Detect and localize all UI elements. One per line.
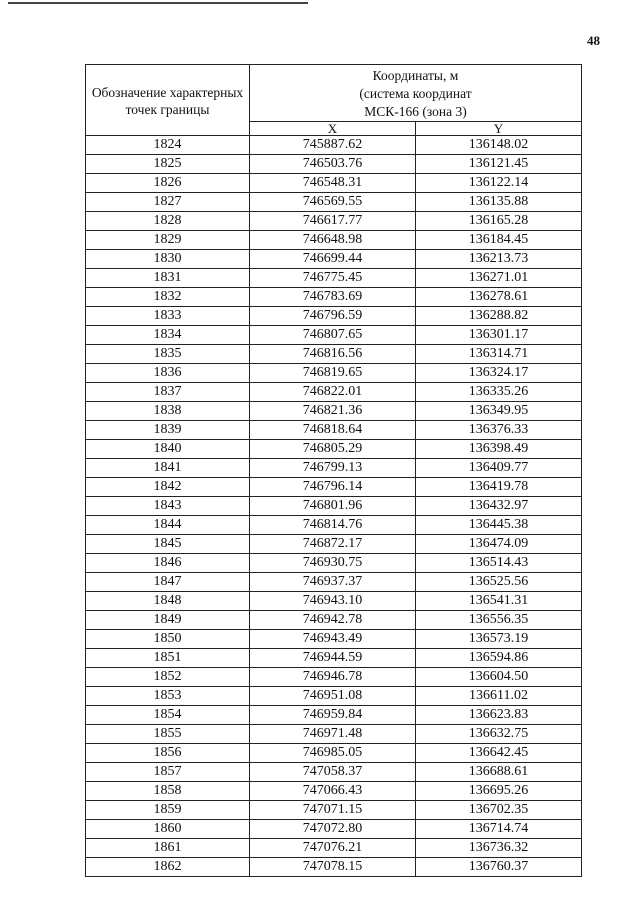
x-coordinate-cell: 746944.59 — [250, 649, 416, 668]
table-row — [86, 858, 582, 877]
point-number-cell: 1841 — [86, 459, 250, 478]
y-coordinate-cell: 136604.50 — [416, 668, 582, 687]
y-coordinate-cell: 136271.01 — [416, 269, 582, 288]
x-coordinate-cell: 746699.44 — [250, 250, 416, 269]
point-number-cell: 1828 — [86, 212, 250, 231]
x-coordinate-cell: 746930.75 — [250, 554, 416, 573]
point-number-cell: 1857 — [86, 763, 250, 782]
y-coordinate-cell: 136525.56 — [416, 573, 582, 592]
y-coordinate-cell: 136349.95 — [416, 402, 582, 421]
table-row — [86, 155, 582, 174]
coordinates-table — [85, 64, 582, 877]
table-row — [86, 782, 582, 801]
table-row — [86, 649, 582, 668]
point-number-cell: 1826 — [86, 174, 250, 193]
x-coordinate-cell: 746796.59 — [250, 307, 416, 326]
x-coordinate-cell: 746971.48 — [250, 725, 416, 744]
point-number-cell: 1847 — [86, 573, 250, 592]
y-coordinate-cell: 136695.26 — [416, 782, 582, 801]
y-coordinate-cell: 136301.17 — [416, 326, 582, 345]
table-row — [86, 573, 582, 592]
table-row — [86, 839, 582, 858]
x-coordinate-cell: 746985.05 — [250, 744, 416, 763]
point-number-cell: 1858 — [86, 782, 250, 801]
point-number-cell: 1860 — [86, 820, 250, 839]
x-coordinate-cell: 746821.36 — [250, 402, 416, 421]
top-rule — [8, 2, 308, 4]
y-coordinate-cell: 136148.02 — [416, 136, 582, 155]
point-number-cell: 1851 — [86, 649, 250, 668]
table-row — [86, 288, 582, 307]
point-number-cell: 1824 — [86, 136, 250, 155]
x-coordinate-cell: 746943.49 — [250, 630, 416, 649]
table-row — [86, 611, 582, 630]
x-coordinate-cell: 746648.98 — [250, 231, 416, 250]
table-row — [86, 497, 582, 516]
point-number-cell: 1862 — [86, 858, 250, 877]
table-row — [86, 516, 582, 535]
y-coordinate-cell: 136135.88 — [416, 193, 582, 212]
point-number-cell: 1855 — [86, 725, 250, 744]
table-row — [86, 383, 582, 402]
table-body — [86, 136, 582, 877]
y-coordinate-cell: 136398.49 — [416, 440, 582, 459]
table-row — [86, 725, 582, 744]
point-number-cell: 1844 — [86, 516, 250, 535]
y-coordinate-cell: 136122.14 — [416, 174, 582, 193]
y-coordinate-cell: 136623.83 — [416, 706, 582, 725]
table-row — [86, 345, 582, 364]
table-row — [86, 212, 582, 231]
y-coordinate-cell: 136419.78 — [416, 478, 582, 497]
table-row — [86, 174, 582, 193]
header-coordinates — [250, 65, 582, 122]
y-coordinate-cell: 136376.33 — [416, 421, 582, 440]
table-row — [86, 478, 582, 497]
point-number-cell: 1843 — [86, 497, 250, 516]
point-number-cell: 1839 — [86, 421, 250, 440]
point-number-cell: 1837 — [86, 383, 250, 402]
y-coordinate-cell: 136121.45 — [416, 155, 582, 174]
table-row — [86, 706, 582, 725]
x-coordinate-cell: 746796.14 — [250, 478, 416, 497]
x-coordinate-cell: 746548.31 — [250, 174, 416, 193]
table-row — [86, 535, 582, 554]
table-row — [86, 231, 582, 250]
y-coordinate-cell: 136702.35 — [416, 801, 582, 820]
point-number-cell: 1829 — [86, 231, 250, 250]
y-coordinate-cell: 136314.71 — [416, 345, 582, 364]
x-coordinate-cell: 746799.13 — [250, 459, 416, 478]
table-row — [86, 421, 582, 440]
x-coordinate-cell: 746807.65 — [250, 326, 416, 345]
y-coordinate-cell: 136432.97 — [416, 497, 582, 516]
point-number-cell: 1861 — [86, 839, 250, 858]
y-coordinate-cell: 136474.09 — [416, 535, 582, 554]
point-number-cell: 1859 — [86, 801, 250, 820]
y-coordinate-cell: 136573.19 — [416, 630, 582, 649]
point-number-cell: 1835 — [86, 345, 250, 364]
x-coordinate-cell: 747076.21 — [250, 839, 416, 858]
header-y: Y — [416, 122, 582, 136]
y-coordinate-cell: 136688.61 — [416, 763, 582, 782]
y-coordinate-cell: 136736.32 — [416, 839, 582, 858]
y-coordinate-cell: 136556.35 — [416, 611, 582, 630]
table-row — [86, 668, 582, 687]
table-row — [86, 307, 582, 326]
point-number-cell: 1842 — [86, 478, 250, 497]
y-coordinate-cell: 136541.31 — [416, 592, 582, 611]
table-row — [86, 193, 582, 212]
x-coordinate-cell: 746946.78 — [250, 668, 416, 687]
table-row — [86, 326, 582, 345]
point-number-cell: 1836 — [86, 364, 250, 383]
header-coordinates-line1: Координаты, м — [372, 68, 459, 83]
x-coordinate-cell: 746872.17 — [250, 535, 416, 554]
table-row — [86, 630, 582, 649]
header-x: X — [250, 122, 416, 136]
page-number: 48 — [587, 33, 600, 48]
y-coordinate-cell: 136165.28 — [416, 212, 582, 231]
point-number-cell: 1831 — [86, 269, 250, 288]
x-coordinate-cell: 746783.69 — [250, 288, 416, 307]
x-coordinate-cell: 746801.96 — [250, 497, 416, 516]
header-coordinates-line2: (система координат — [359, 86, 472, 101]
point-number-cell: 1833 — [86, 307, 250, 326]
y-coordinate-cell: 136409.77 — [416, 459, 582, 478]
point-number-cell: 1848 — [86, 592, 250, 611]
table-row — [86, 763, 582, 782]
x-coordinate-cell: 747066.43 — [250, 782, 416, 801]
y-coordinate-cell: 136445.38 — [416, 516, 582, 535]
x-coordinate-cell: 747072.80 — [250, 820, 416, 839]
table-row — [86, 136, 582, 155]
table-row — [86, 687, 582, 706]
x-coordinate-cell: 746822.01 — [250, 383, 416, 402]
x-coordinate-cell: 745887.62 — [250, 136, 416, 155]
table-row — [86, 744, 582, 763]
point-number-cell: 1838 — [86, 402, 250, 421]
point-number-cell: 1849 — [86, 611, 250, 630]
point-number-cell: 1846 — [86, 554, 250, 573]
y-coordinate-cell: 136714.74 — [416, 820, 582, 839]
y-coordinate-cell: 136278.61 — [416, 288, 582, 307]
x-coordinate-cell: 746951.08 — [250, 687, 416, 706]
point-number-cell: 1850 — [86, 630, 250, 649]
table-row — [86, 402, 582, 421]
point-number-cell: 1852 — [86, 668, 250, 687]
y-coordinate-cell: 136213.73 — [416, 250, 582, 269]
y-coordinate-cell: 136632.75 — [416, 725, 582, 744]
x-coordinate-cell: 746942.78 — [250, 611, 416, 630]
point-number-cell: 1840 — [86, 440, 250, 459]
y-coordinate-cell: 136335.26 — [416, 383, 582, 402]
x-coordinate-cell: 746569.55 — [250, 193, 416, 212]
y-coordinate-cell: 136760.37 — [416, 858, 582, 877]
table-row — [86, 364, 582, 383]
y-coordinate-cell: 136324.17 — [416, 364, 582, 383]
table-row — [86, 801, 582, 820]
x-coordinate-cell: 746503.76 — [250, 155, 416, 174]
point-number-cell: 1854 — [86, 706, 250, 725]
table-row — [86, 554, 582, 573]
point-number-cell: 1845 — [86, 535, 250, 554]
x-coordinate-cell: 746818.64 — [250, 421, 416, 440]
x-coordinate-cell: 746959.84 — [250, 706, 416, 725]
table-row — [86, 440, 582, 459]
x-coordinate-cell: 746617.77 — [250, 212, 416, 231]
y-coordinate-cell: 136184.45 — [416, 231, 582, 250]
y-coordinate-cell: 136288.82 — [416, 307, 582, 326]
table-row — [86, 269, 582, 288]
header-point-designation: Обозначение характерных точек границы — [86, 65, 250, 136]
x-coordinate-cell: 747058.37 — [250, 763, 416, 782]
y-coordinate-cell: 136594.86 — [416, 649, 582, 668]
point-number-cell: 1856 — [86, 744, 250, 763]
table-row — [86, 459, 582, 478]
table-row — [86, 820, 582, 839]
x-coordinate-cell: 747071.15 — [250, 801, 416, 820]
x-coordinate-cell: 746814.76 — [250, 516, 416, 535]
point-number-cell: 1827 — [86, 193, 250, 212]
point-number-cell: 1853 — [86, 687, 250, 706]
y-coordinate-cell: 136611.02 — [416, 687, 582, 706]
header-coordinates-line3: МСК-166 (зона 3) — [364, 104, 467, 119]
point-number-cell: 1825 — [86, 155, 250, 174]
x-coordinate-cell: 747078.15 — [250, 858, 416, 877]
table-row — [86, 592, 582, 611]
point-number-cell: 1834 — [86, 326, 250, 345]
point-number-cell: 1830 — [86, 250, 250, 269]
x-coordinate-cell: 746937.37 — [250, 573, 416, 592]
x-coordinate-cell: 746819.65 — [250, 364, 416, 383]
point-number-cell: 1832 — [86, 288, 250, 307]
x-coordinate-cell: 746943.10 — [250, 592, 416, 611]
x-coordinate-cell: 746816.56 — [250, 345, 416, 364]
x-coordinate-cell: 746775.45 — [250, 269, 416, 288]
x-coordinate-cell: 746805.29 — [250, 440, 416, 459]
y-coordinate-cell: 136642.45 — [416, 744, 582, 763]
y-coordinate-cell: 136514.43 — [416, 554, 582, 573]
table-row — [86, 250, 582, 269]
